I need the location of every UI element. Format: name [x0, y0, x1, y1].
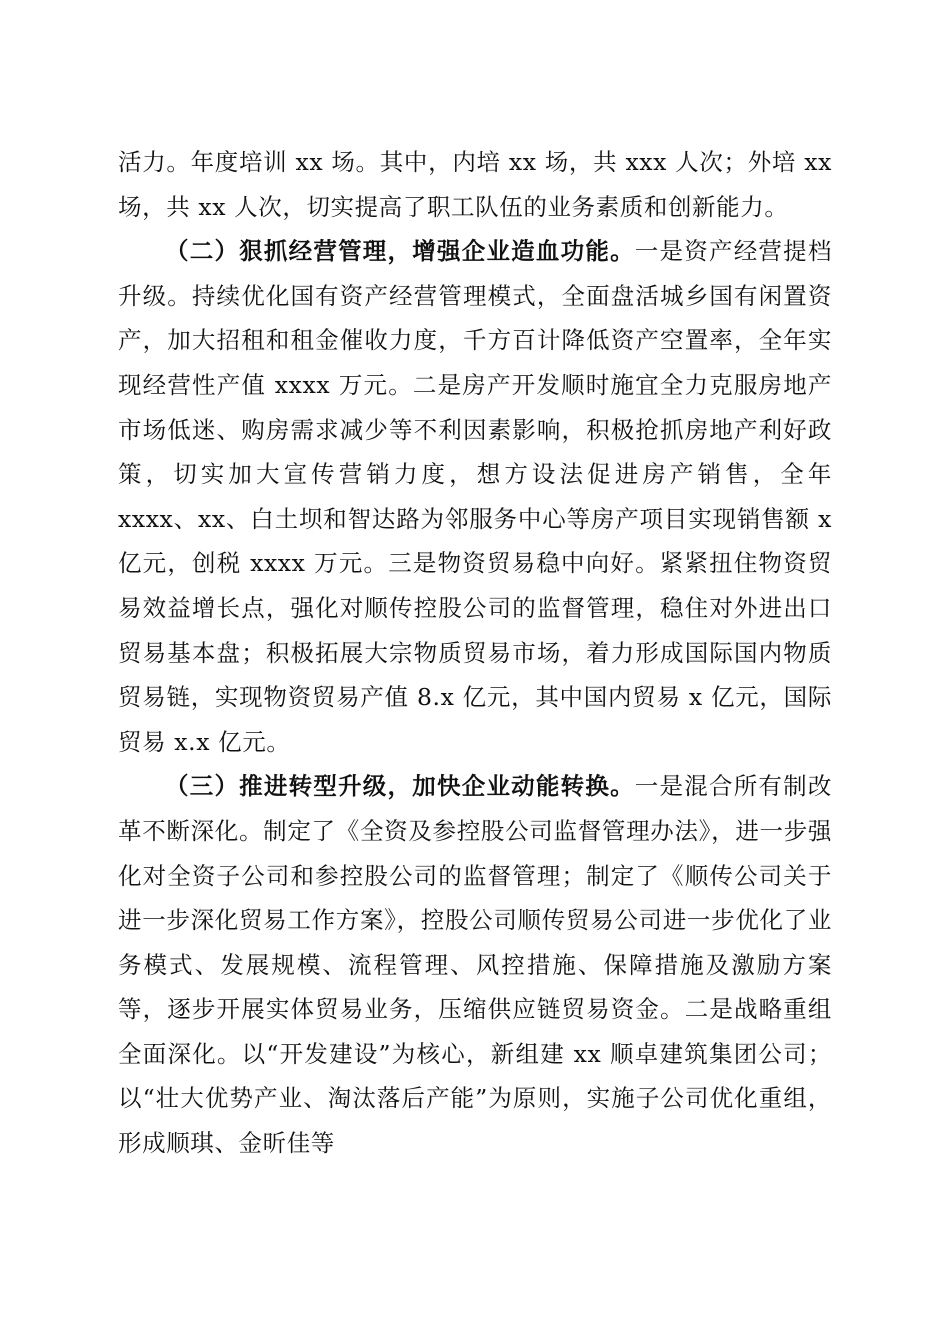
document-page — [118, 140, 832, 1166]
paragraph-operations-management — [118, 229, 832, 764]
section-heading-3: （三）推进转型升级，加快企业动能转换。 — [165, 772, 635, 801]
paragraph-body: 一是混合所有制改革不断深化。制定了《全资及参控股公司监督管理办法》，进一步强化对全资子公司和参控股公司的监督管理；制定了《顺传公司关于进一步深化贸易工作方案》，控股公司顺传贸易公司进一步优化了业务模式、发展规模、流程管理、风控措施、保障措施及激励方案等，逐步开展实体贸易业务，压缩供应链贸易资金。二是战略重组全面深化。以“开发建设”为核心，新组建 xx 顺卓建筑集团公司；以“壮大优势产业、淘汰落后产能”为原则，实施子公司优化重组，形成顺琪、金昕佳等 — [118, 772, 832, 1158]
paragraph-transformation-upgrade — [118, 764, 832, 1165]
paragraph-body: 活力。年度培训 xx 场。其中，内培 xx 场，共 xxx 人次；外培 xx 场，共 xx 人次，切实提高了职工队伍的业务素质和创新能力。 — [118, 148, 832, 221]
paragraph-body: 一是资产经营提档升级。持续优化国有资产经营管理模式，全面盘活城乡国有闲置资产，加大招租和租金催收力度，千方百计降低资产空置率，全年实现经营性产值 xxxx 万元。二是房产开发顺时施宜全力克服房地产市场低迷、购房需求减少等不利因素影响，积极抢抓房地产利好政策，切实加大宣传营销力度，想方设法促进房产销售，全年 xxxx、xx、白土坝和智达路为邻服务中心等房产项目实现销售额 x 亿元，创税 xxxx 万元。三是物资贸易稳中向好。紧紧扭住物资贸易效益增长点，强化对顺传控股公司的监督管理，稳住对外进出口贸易基本盘；积极拓展大宗物质贸易市场，着力形成国际国内物质贸易链，实现物资贸易产值 8.x 亿元，其中国内贸易 x 亿元，国际贸易 x.x 亿元。 — [118, 237, 832, 756]
section-heading-2: （二）狠抓经营管理，增强企业造血功能。 — [165, 237, 635, 266]
paragraph-training-summary — [118, 140, 832, 229]
